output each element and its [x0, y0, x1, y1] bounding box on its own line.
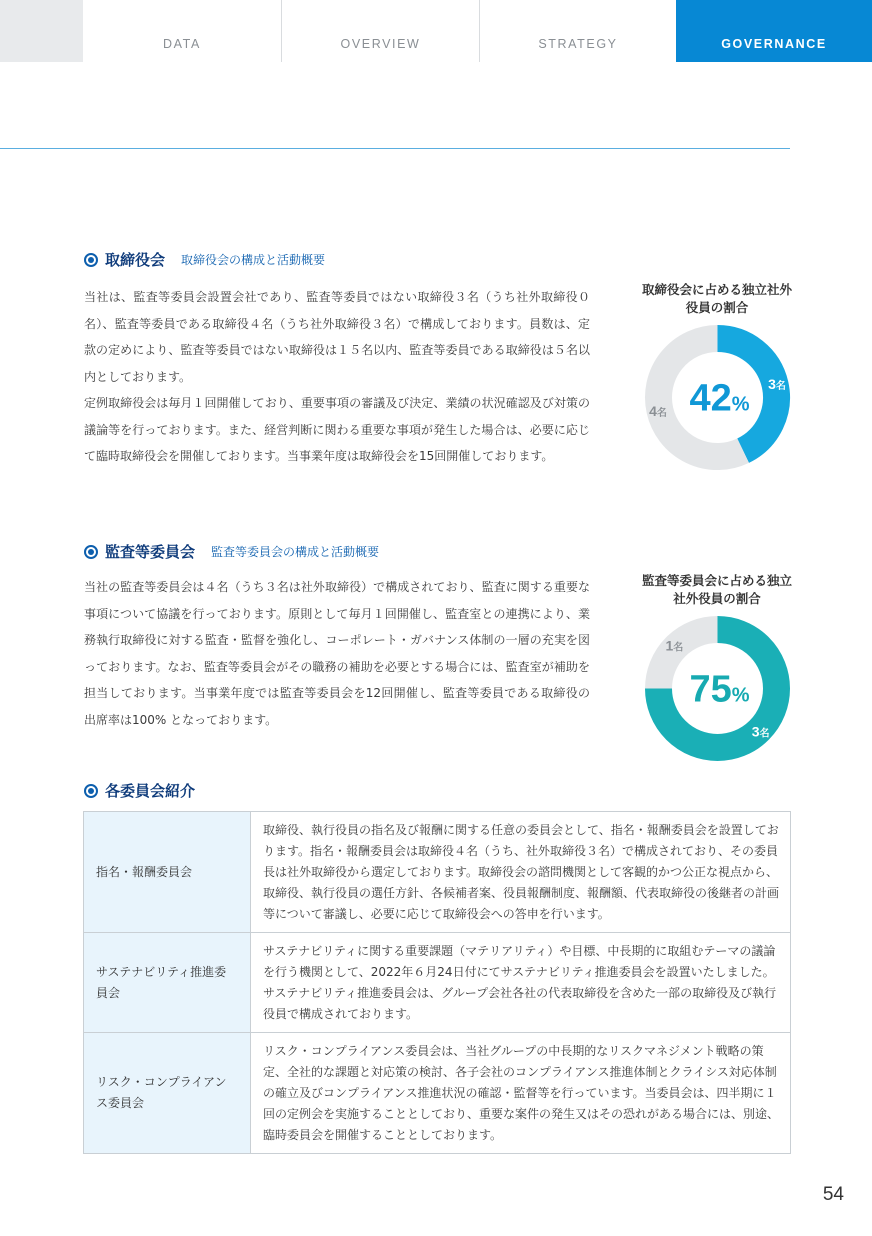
board-title: 取締役会 — [105, 251, 166, 269]
board-body — [84, 284, 590, 470]
board-chart-title: 取締役会に占める独立社外役員の割合 — [641, 282, 792, 315]
header-divider — [0, 148, 790, 149]
circle-bullet-icon — [84, 784, 98, 798]
committees-title: 各委員会紹介 — [105, 782, 196, 800]
board-paragraph-2: 定例取締役会は毎月１回開催しており、重要事項の審議及び決定、業績の状況確認及び対策の議論等を行っております。また、経営判断に関わる重要な事項が発生した場合は、必要に応じて臨時取締役会を開催しております。当事業年度は取締役会を15回開催しております。 — [84, 396, 590, 463]
tab-strategy[interactable]: STRATEGY — [479, 0, 676, 62]
table-row — [84, 812, 791, 933]
slice-label: 3名 — [768, 375, 786, 392]
board-heading — [84, 249, 325, 270]
committee-name: リスク・コンプライアンス委員会 — [84, 1033, 251, 1154]
tab-overview[interactable]: OVERVIEW — [281, 0, 479, 62]
audit-title: 監査等委員会 — [105, 543, 196, 561]
committee-name: サステナビリティ推進委員会 — [84, 933, 251, 1033]
tab-governance[interactable]: GOVERNANCE — [676, 0, 872, 62]
audit-subtitle: 監査等委員会の構成と活動概要 — [211, 545, 380, 559]
slice-label: 3名 — [751, 723, 770, 740]
audit-chart-title: 監査等委員会に占める独立社外役員の割合 — [641, 573, 792, 606]
center-percentage: 75% — [689, 668, 750, 711]
committee-description: 取締役、執行役員の指名及び報酬に関する任意の委員会として、指名・報酬委員会を設置しております。指名・報酬委員会は取締役４名（うち、社外取締役３名）で構成されており、その委員長は社外取締役から選定しております。取締役会の諮問機関として客観的かつ公正な視点から、取締役、執行役員の選任方針、各候補者案、役員報酬制度、報酬額、代表取締役の後継者の計画等について審議し、必要に応じて取締役会への答申を行います。 — [251, 812, 791, 933]
audit-heading — [84, 541, 379, 562]
board-donut-chart — [645, 325, 790, 470]
page-number: 54 — [822, 1184, 844, 1205]
circle-bullet-icon — [84, 545, 98, 559]
board-paragraph-1: 当社は、監査等委員会設置会社であり、監査等委員ではない取締役３名（うち社外取締役０名）、監査等委員である取締役４名（うち社外取締役３名）で構成しております。員数は、定款の定めにより、監査等委員ではない取締役は１５名以内、監査等委員である取締役は５名以内としております。 — [84, 290, 590, 384]
committee-description: リスク・コンプライアンス委員会は、当社グループの中長期的なリスクマネジメント戦略の策定、全社的な課題と対応策の検討、各子会社のコンプライアンス推進体制とクライシス対応体制の確立及びコンプライアンス推進状況の確認・監督等を行っています。当委員会は、四半期に１回の定例会を実施することとしており、重要な案件の発生又はその恐れがある場合には、別途、臨時委員会を開催することとしております。 — [251, 1033, 791, 1154]
audit-donut-chart — [645, 616, 790, 761]
committees-heading — [84, 780, 195, 801]
audit-paragraph-1: 当社の監査等委員会は４名（うち３名は社外取締役）で構成されており、監査に関する重要な事項について協議を行っております。原則として毎月１回開催し、監査室との連携により、業務執行取締役に対する監査・監督を強化し、コーポレート・ガバナンス体制の一層の充実を図っております。なお、監査等委員会がその職務の補助を必要とする場合には、監査室が補助を担当しております。当事業年度では監査等委員会を12回開催し、監査等委員である取締役の出席率は100% となっております。 — [84, 580, 590, 727]
board-subtitle: 取締役会の構成と活動概要 — [181, 253, 326, 267]
committee-description: サステナビリティに関する重要課題（マテリアリティ）や目標、中長期的に取組むテーマの議論を行う機関として、2022年６月24日付にてサステナビリティ推進委員会を設置いたしました。サステナビリティ推進委員会は、グループ会社各社の代表取締役を含めた一部の取締役及び執行役員で構成されております。 — [251, 933, 791, 1033]
table-row — [84, 933, 791, 1033]
center-percentage: 42% — [689, 377, 750, 420]
top-nav — [0, 0, 872, 62]
circle-bullet-icon — [84, 253, 98, 267]
tab-data[interactable]: DATA — [163, 37, 201, 51]
slice-label: 4名 — [649, 403, 667, 420]
audit-body — [84, 574, 590, 733]
committees-table — [83, 811, 791, 1154]
committee-name: 指名・報酬委員会 — [84, 812, 251, 933]
table-row — [84, 1033, 791, 1154]
nav-spacer — [0, 0, 83, 62]
slice-label: 1名 — [665, 637, 684, 654]
